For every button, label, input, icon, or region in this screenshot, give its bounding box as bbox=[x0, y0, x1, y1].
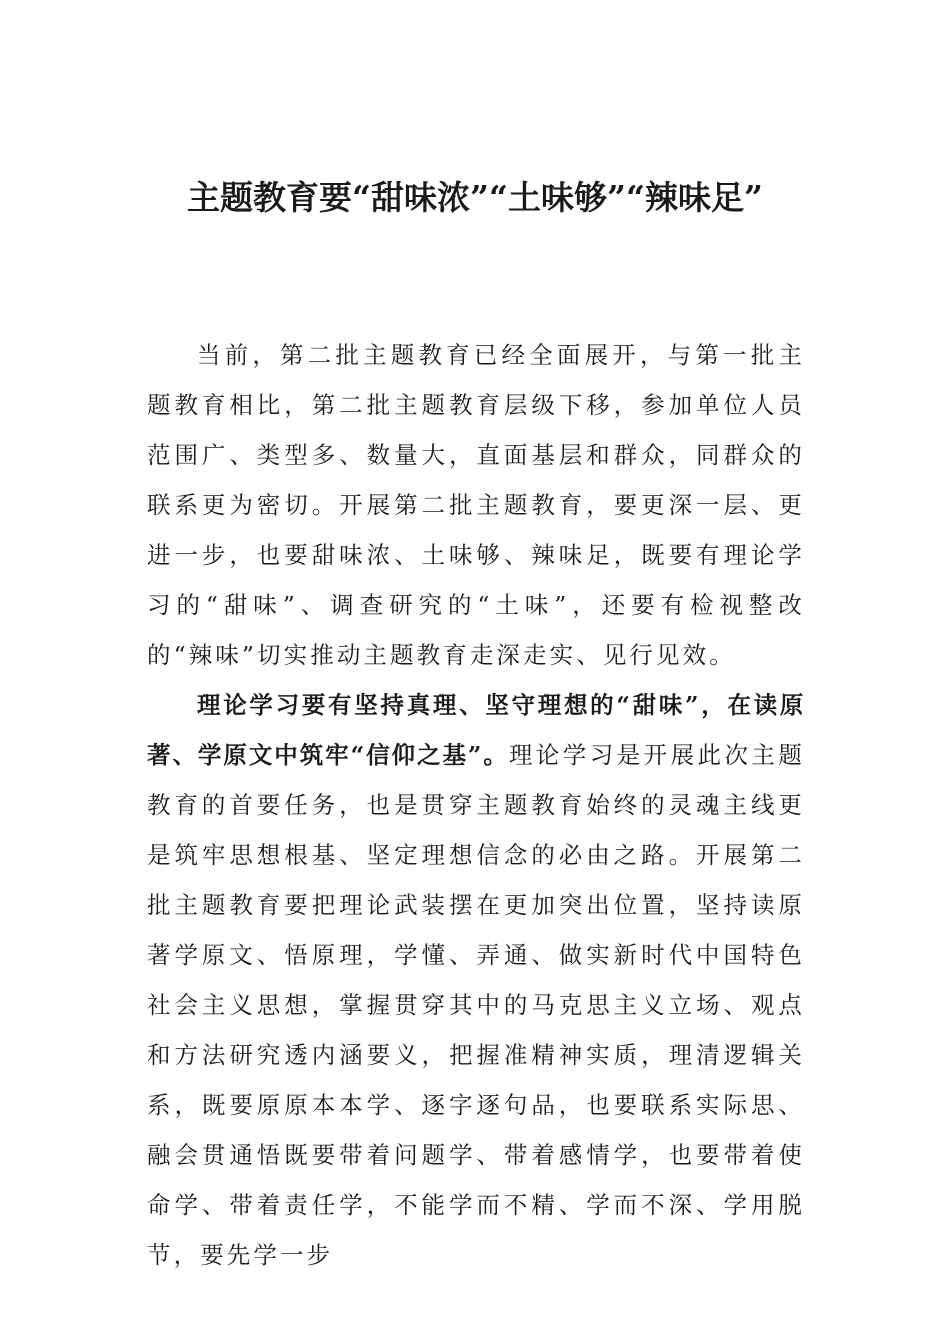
paragraph-intro bbox=[147, 330, 805, 680]
paragraph-theory-study bbox=[147, 680, 805, 1280]
document-title: 主题教育要“甜味浓”“土味够”“辣味足” bbox=[187, 178, 763, 217]
paragraph-lead: 理论学习要有坚持真理、坚守理想的“甜味”，在读原著、学原文中筑牢“信仰之基”。 bbox=[147, 691, 805, 769]
paragraph-text: 当前，第二批主题教育已经全面展开，与第一批主题教育相比，第二批主题教育层级下移，参加单位人员范围广、类型多、数量大，直面基层和群众，同群众的联系更为密切。开展第二批主题教育，要更深一层、更进一步，也要甜味浓、土味够、辣味足，既要有理论学习的“甜味”、调查研究的“土味”，还要有检视整改的“辣味”切实推动主题教育走深走实、见行见效。 bbox=[147, 341, 805, 669]
paragraph-text: 理论学习是开展此次主题教育的首要任务，也是贯穿主题教育始终的灵魂主线更是筑牢思想根基、坚定理想信念的必由之路。开展第二批主题教育要把理论武装摆在更加突出位置，坚持读原著学原文、悟原理，学懂、弄通、做实新时代中国特色社会主义思想，掌握贯穿其中的马克思主义立场、观点和方法研究透内涵要义，把握准精神实质，理清逻辑关系，既要原原本本学、逐字逐句品，也要联系实际思、融会贯通悟既要带着问题学、带着感情学，也要带着使命学、带着责任学，不能学而不精、学而不深、学用脱节，要先学一步 bbox=[147, 741, 805, 1269]
document-body bbox=[147, 330, 805, 1280]
